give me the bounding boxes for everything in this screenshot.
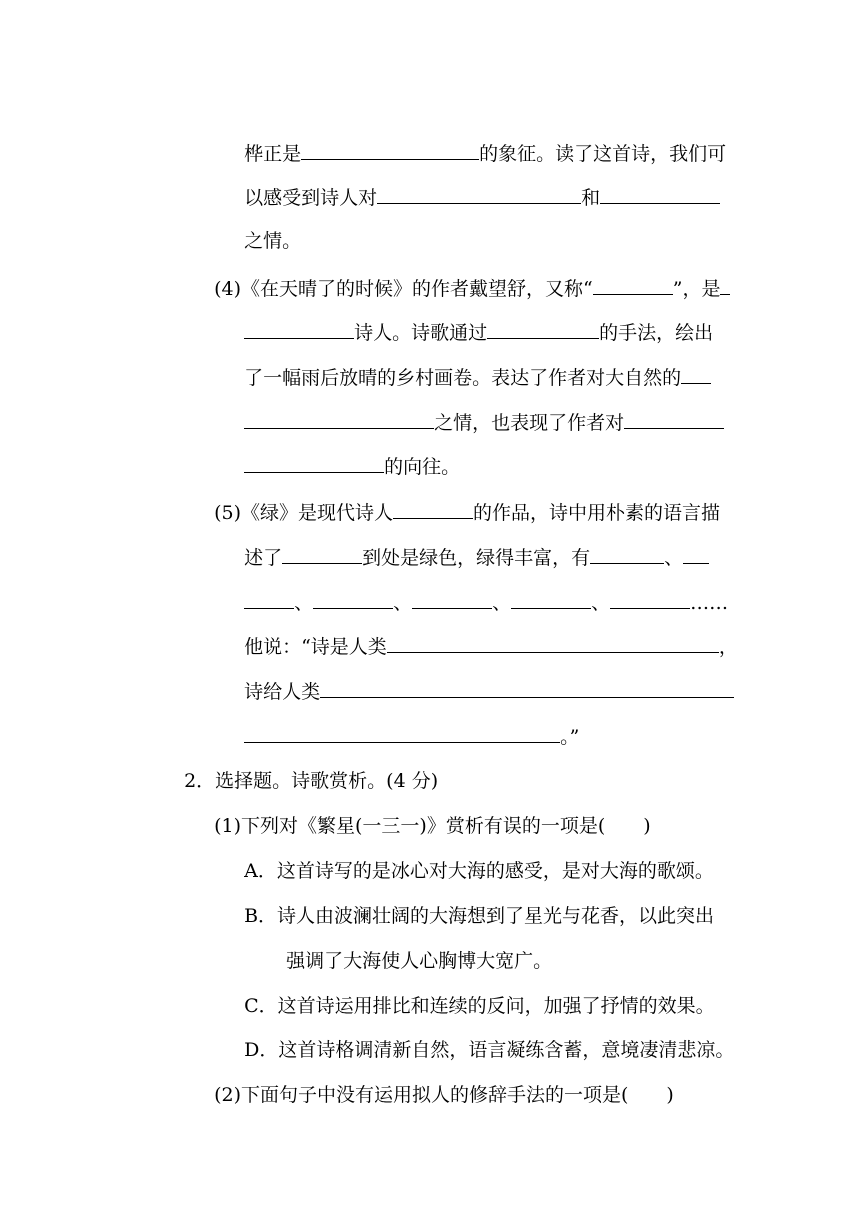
text: (2)下面句子中没有运用拟人的修辞手法的一项是( ) [214, 1084, 674, 1106]
answer-blank[interactable] [600, 185, 720, 204]
answer-blank[interactable] [244, 724, 560, 743]
text: ， [718, 636, 738, 658]
answer-blank[interactable] [244, 410, 434, 429]
section-2-heading [172, 748, 439, 792]
q4-line-3 [232, 343, 711, 389]
text: (1)下列对《繁星(一三一)》赏析有误的一项是( ) [214, 815, 651, 837]
q5-line-5 [232, 657, 734, 703]
answer-blank[interactable] [301, 141, 479, 160]
text: 的向往。 [384, 456, 461, 478]
q5-line-6 [232, 702, 580, 748]
option-a[interactable] [232, 838, 714, 882]
answer-blank[interactable] [590, 545, 664, 564]
text: 的象征。读了这首诗，我们可 [479, 143, 727, 165]
answer-blank[interactable] [313, 590, 393, 609]
text: 的作品，诗中用朴素的语言描 [473, 502, 721, 524]
text: 之情，也表现了作者对 [434, 412, 625, 434]
answer-blank[interactable] [681, 365, 711, 384]
text: 到处是绿色，绿得丰富，有 [362, 547, 591, 569]
text: (4)《在天晴了的时候》的作者戴望舒，又称“ [214, 278, 593, 300]
option-c[interactable] [232, 973, 715, 1017]
answer-blank[interactable] [282, 545, 362, 564]
text: 、 [664, 547, 684, 569]
text: C．这首诗运用排比和连续的反问，加强了抒情的效果。 [244, 995, 715, 1017]
text: 了一幅雨后放晴的乡村画卷。表达了作者对大自然的 [244, 367, 682, 389]
answer-blank[interactable] [244, 320, 354, 339]
text: 和 [581, 187, 601, 209]
answer-blank[interactable] [511, 590, 591, 609]
option-b[interactable] [232, 883, 715, 927]
text: 述了 [244, 547, 283, 569]
q5-line-4 [232, 612, 738, 658]
text: 他说：“诗是人类 [244, 636, 387, 658]
answer-blank[interactable] [720, 276, 730, 295]
text: B．诗人由波澜壮阔的大海想到了星光与花香，以此突出 [244, 905, 715, 927]
answer-blank[interactable] [377, 185, 581, 204]
text: 强调了大海使人心胸博大宽广。 [286, 950, 553, 972]
text: ”，是 [672, 278, 721, 300]
text: 诗人。诗歌通过 [354, 322, 488, 344]
answer-blank[interactable] [393, 500, 473, 519]
continuation-line-2 [232, 163, 720, 209]
q4-line-4 [232, 388, 724, 434]
text: D．这首诗格调清新自然，语言凝练含蓄，意境凄清悲凉。 [244, 1039, 735, 1061]
text: 、 [294, 592, 314, 614]
continuation-line-1 [232, 119, 727, 165]
text: 桦正是 [244, 143, 302, 165]
q5-line-1 [202, 478, 721, 524]
q4-line-1 [202, 254, 730, 300]
answer-blank[interactable] [683, 545, 709, 564]
answer-blank[interactable] [593, 276, 673, 295]
question-2-1 [202, 793, 651, 837]
text: 、 [591, 592, 611, 614]
text: 的手法，绘出 [599, 322, 714, 344]
option-d[interactable] [232, 1017, 735, 1061]
text: …… [690, 592, 729, 614]
question-2-2 [202, 1062, 674, 1106]
answer-blank[interactable] [610, 590, 690, 609]
q4-line-2 [232, 298, 714, 344]
text: 之情。 [244, 230, 302, 252]
option-b-continuation [274, 928, 553, 972]
q4-line-5 [232, 432, 461, 478]
text: 、 [492, 592, 512, 614]
q5-line-2 [232, 523, 709, 569]
answer-blank[interactable] [320, 679, 734, 698]
answer-blank[interactable] [412, 590, 492, 609]
text: 。” [560, 726, 580, 748]
text: 以感受到诗人对 [244, 187, 378, 209]
text: 2．选择题。诗歌赏析。(4 分) [184, 770, 439, 792]
answer-blank[interactable] [244, 454, 384, 473]
answer-blank[interactable] [244, 590, 294, 609]
text: (5)《绿》是现代诗人 [214, 502, 394, 524]
answer-blank[interactable] [487, 320, 599, 339]
continuation-line-3 [232, 208, 302, 252]
text: A．这首诗写的是冰心对大海的感受，是对大海的歌颂。 [244, 860, 714, 882]
text: 诗给人类 [244, 681, 321, 703]
q5-line-3 [232, 568, 729, 614]
text: 、 [393, 592, 413, 614]
answer-blank[interactable] [387, 634, 719, 653]
answer-blank[interactable] [624, 410, 724, 429]
